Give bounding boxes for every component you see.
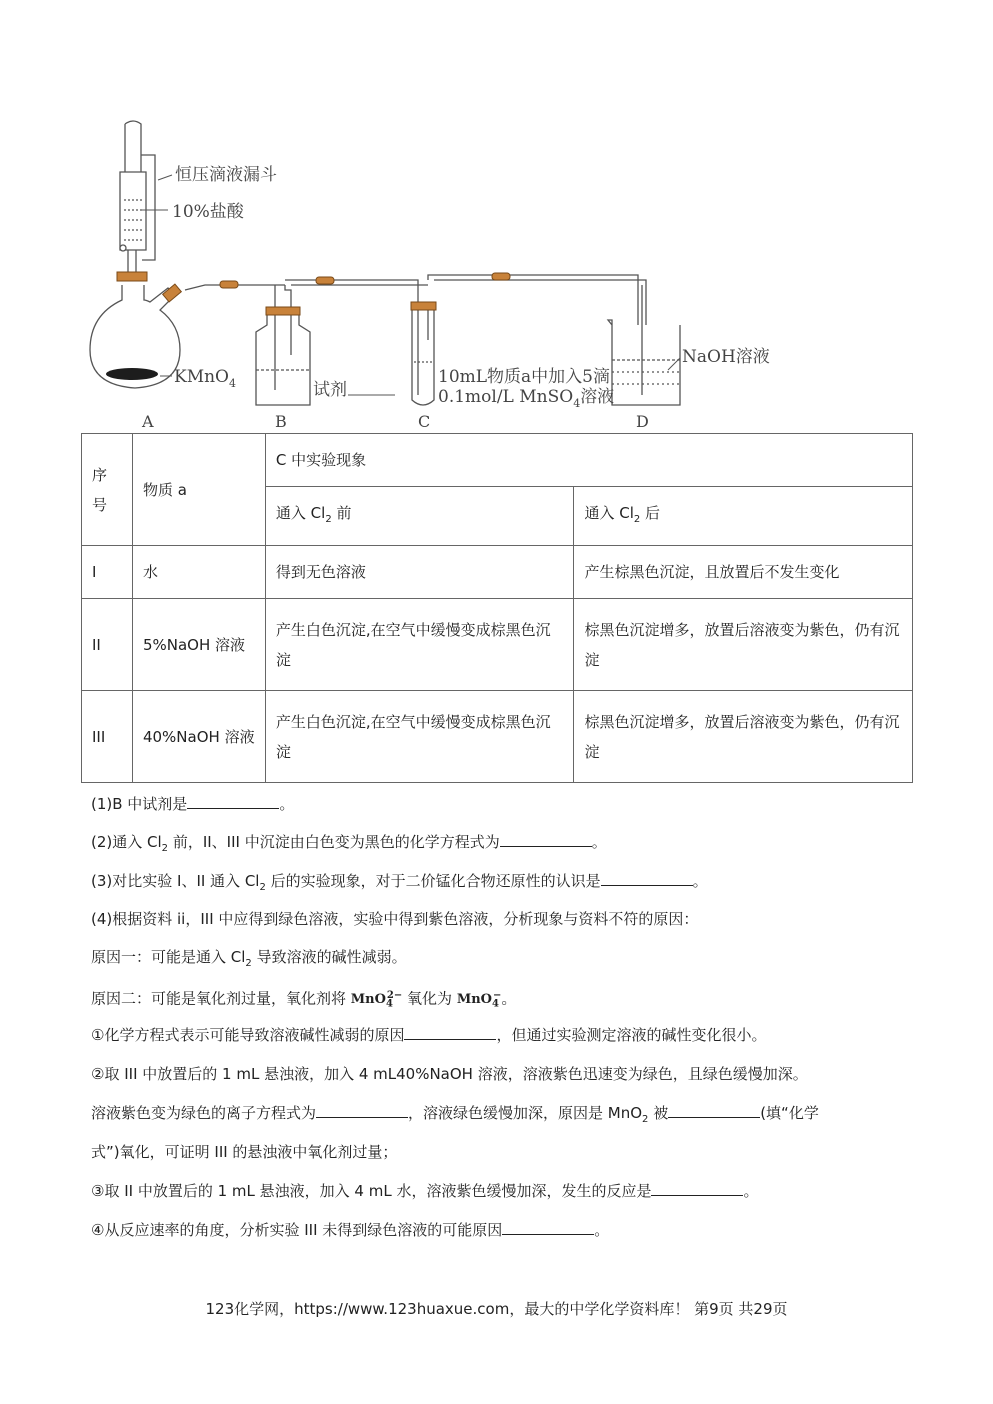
row-before: 产生白色沉淀,在空气中缓慢变成棕黑色沉淀 [265,691,574,783]
test-tube-c [412,310,434,405]
row-substance: 水 [132,546,265,599]
row-before: 产生白色沉淀,在空气中缓慢变成棕黑色沉淀 [265,599,574,691]
answer-blank[interactable] [316,1101,408,1118]
row-after: 棕黑色沉淀增多，放置后溶液变为紫色，仍有沉淀 [574,599,913,691]
experiment-table [81,433,913,783]
answer-blank[interactable] [502,1218,594,1235]
answer-blank[interactable] [601,869,693,886]
label-acid: 10%盐酸 [172,202,244,222]
header-phenomenon: C 中实验现象 [265,434,912,487]
table-row [82,546,913,599]
label-funnel: 恒压滴液漏斗 [175,165,277,185]
row-id: III [82,691,133,783]
stopper-b [266,307,300,315]
label-D: D [636,412,649,431]
label-c-line1: 10mL物质a中加入5滴 [438,367,610,387]
answer-blank[interactable] [651,1179,743,1196]
label-naoh: NaOH溶液 [682,347,770,367]
row-id: I [82,546,133,599]
table-row [82,691,913,783]
sub-question-2-line3: 式”)氧化，可证明 III 的悬浊液中氧化剂过量； [91,1143,398,1161]
question-2: (2)通入 $Cl_2$ 前，II、III 中沉淀由白色变为黑色的化学方程式为 。 [91,830,607,861]
kmno4-solid [106,368,158,380]
page-footer: 123化学网，https://www.123huaxue.com，最大的中学化学资料库！ 第9页 共29页 [205,1300,788,1318]
answer-blank[interactable] [668,1101,760,1118]
label-C: C [418,412,431,431]
header-after: 通入 $Cl_2$ 后 [574,487,913,546]
sub-question-2-line1: ②取 III 中放置后的 1 mL 悬浊液，加入 4 mL40%NaOH 溶液，溶液紫色迅速变为绿色，且绿色缓慢加深。 [91,1065,808,1083]
label-A: A [142,412,154,431]
label-B: B [275,412,287,431]
question-1: (1)B 中试剂是 。 [91,792,294,816]
header-before: 通入 $Cl_2$ 前 [265,487,574,546]
label-reagent: 试剂 [313,380,347,400]
stopper-a-main [117,272,147,281]
row-id: II [82,599,133,691]
row-after: 产生棕黑色沉淀，且放置后不发生变化 [574,546,913,599]
tube-b-c [285,280,428,305]
answer-blank[interactable] [500,830,592,847]
bottle-b [256,315,310,405]
sub-question-4: ④从反应速率的角度，分析实验 III 未得到绿色溶液的可能原因 。 [91,1218,609,1242]
label-kmno4: KMnO$_4$ [174,367,236,390]
funnel-side-tube [141,155,155,260]
table-row [82,599,913,691]
beaker-d [608,320,680,405]
funnel-body [120,172,146,250]
sub-question-3: ③取 II 中放置后的 1 mL 悬浊液，加入 4 mL 水，溶液紫色缓慢加深，发生的反应是 。 [91,1179,758,1203]
answer-blank[interactable] [187,792,279,809]
apparatus-diagram [80,110,920,435]
stopper-a-side [163,284,182,302]
sub-question-2-line2: 溶液紫色变为绿色的离子方程式为 ，溶液绿色缓慢加深，原因是 MnO$_2$ 被 (填“化学 [91,1101,819,1132]
funnel-top-tube [125,121,141,172]
row-substance: 40%NaOH 溶液 [132,691,265,783]
reason-1: 原因一：可能是通入 $Cl_2$ 导致溶液的碱性减弱。 [91,948,407,969]
header-substance: 物质 a [132,434,265,546]
label-c-line2: 0.1mol/L MnSO$_4$溶液 [438,387,615,410]
row-substance: 5%NaOH 溶液 [132,599,265,691]
header-seq: 序 号 [82,434,133,546]
answer-blank[interactable] [404,1023,496,1040]
row-before: 得到无色溶液 [265,546,574,599]
tube-c-d [428,275,646,325]
reason-2: 原因二：可能是氧化剂过量，氧化剂将 MnO$_4^{2-}$ 氧化为 MnO$_4$−。 [91,989,517,1010]
sub-question-1: ①化学方程式表示可能导致溶液碱性减弱的原因 ，但通过实验测定溶液的碱性变化很小。 [91,1023,766,1047]
question-3: (3)对比实验 I、II 通入 $Cl_2$ 后的实验现象，对于二价锰化合物还原性的认识是 。 [91,869,708,900]
tube-a-b [185,285,291,305]
question-4: (4)根据资料 ii，III 中应得到绿色溶液，实验中得到紫色溶液，分析现象与资料不符的原因： [91,910,699,928]
row-after: 棕黑色沉淀增多，放置后溶液变为紫色，仍有沉淀 [574,691,913,783]
stopper-c [411,302,436,310]
